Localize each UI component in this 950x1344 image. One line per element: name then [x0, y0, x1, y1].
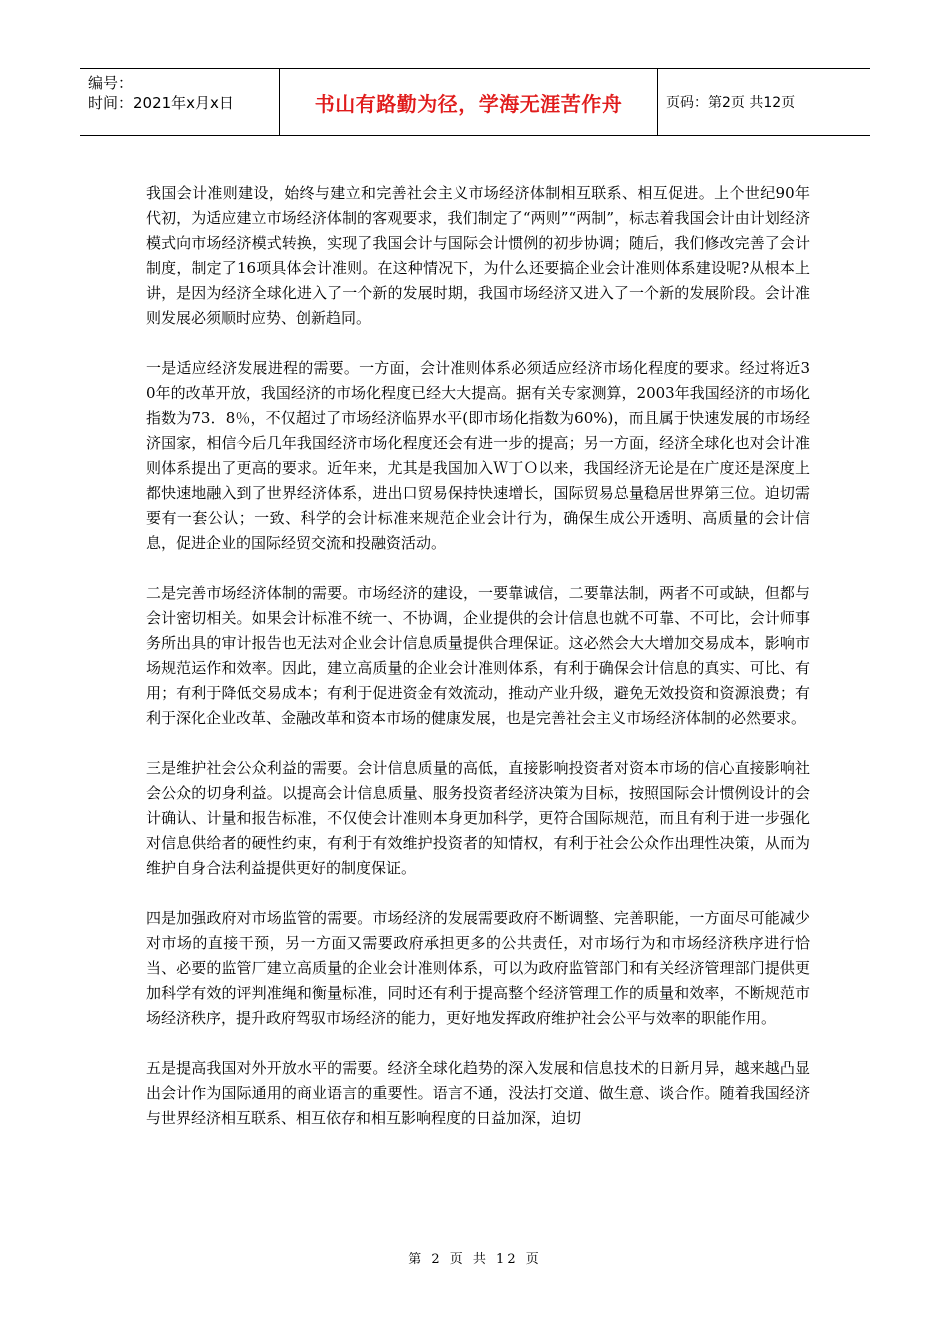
body-paragraph: 五是提高我国对外开放水平的需要。经济全球化趋势的深入发展和信息技术的日新月异，越来越凸显出会计作为国际通用的商业语言的重要性。语言不通，没法打交道、做生意、谈合作。随着我国经济与世界经济相互联系、相互依存和相互影响程度的日益加深，迫切	[146, 1059, 810, 1127]
page-footer: 第 2 页 共 12 页	[408, 1252, 542, 1267]
document-body	[146, 181, 810, 1156]
body-paragraph: 一是适应经济发展进程的需要。一方面，会计准则体系必须适应经济市场化程度的要求。经过将近30年的改革开放，我国经济的市场化程度已经大大提高。据有关专家测算，2003年我国经济的市场化指数为73．8％，不仅超过了市场经济临界水平(即市场化指数为60%)，而且属于快速发展的市场经济国家，相信今后几年我国经济市场化程度还会有进一步的提高；另一方面，经济全球化也对会计准则体系提出了更高的要求。近年来，尤其是我国加入Ｗ丁Ｏ以来，我国经济无论是在广度还是深度上都快速地融入到了世界经济体系，进出口贸易保持快速增长，国际贸易总量稳居世界第三位。迫切需要有一套公认；一致、科学的会计标准来规范企业会计行为，确保生成公开透明、高质量的会计信息，促进企业的国际经贸交流和投融资活动。	[146, 359, 810, 552]
body-paragraph: 四是加强政府对市场监管的需要。市场经济的发展需要政府不断调整、完善职能，一方面尽可能减少对市场的直接干预，另一方面又需要政府承担更多的公共责任，对市场行为和市场经济秩序进行恰当、必要的监管厂建立高质量的企业会计准则体系，可以为政府监管部门和有关经济管理部门提供更加科学有效的评判准绳和衡量标准，同时还有利于提高整个经济管理工作的质量和效率，不断规范市场经济秩序，提升政府驾驭市场经济的能力，更好地发挥政府维护社会公平与效率的职能作用。	[146, 909, 810, 1027]
body-paragraph: 我国会计准则建设，始终与建立和完善社会主义市场经济体制相互联系、相互促进。上个世纪90年代初，为适应建立市场经济体制的客观要求，我们制定了“两则”“两制”，标志着我国会计由计划经济模式向市场经济模式转换，实现了我国会计与国际会计惯例的初步协调；随后，我们修改完善了会计制度，制定了16项具体会计准则。在这种情况下，为什么还要搞企业会计准则体系建设呢?从根本上讲，是因为经济全球化进入了一个新的发展时期，我国市场经济又进入了一个新的发展阶段。会计准则发展必须顺时应势、创新趋同。	[146, 184, 810, 327]
document-number-label: 编号：	[88, 74, 134, 92]
header-divider	[657, 69, 658, 135]
header-motto: 书山有路勤为径，学海无涯苦作舟	[314, 91, 623, 116]
header-meta	[88, 73, 234, 113]
document-date-label: 时间：2021年x月x日	[88, 94, 234, 112]
body-paragraph: 二是完善市场经济体制的需要。市场经济的建设，一要靠诚信，二要靠法制，两者不可或缺，但都与会计密切相关。如果会计标准不统一、不协调，企业提供的会计信息也就不可靠、不可比，会计师事务所出具的审计报告也无法对企业会计信息质量提供合理保证。这必然会大大增加交易成本，影响市场规范运作和效率。因此，建立高质量的企业会计准则体系，有利于确保会计信息的真实、可比、有用；有利于降低交易成本；有利于促进资金有效流动，推动产业升级，避免无效投资和资源浪费；有利于深化企业改革、金融改革和资本市场的健康发展，也是完善社会主义市场经济体制的必然要求。	[146, 584, 810, 727]
body-paragraph: 三是维护社会公众利益的需要。会计信息质量的高低，直接影响投资者对资本市场的信心直接影响社会公众的切身利益。以提高会计信息质量、服务投资者经济决策为目标，按照国际会计惯例设计的会计确认、计量和报告标准，不仅使会计准则本身更加科学，更符合国际规范，而且有利于进一步强化对信息供给者的硬性约束，有利于有效维护投资者的知情权，有利于社会公众作出理性决策，从而为维护自身合法利益提供更好的制度保证。	[146, 759, 810, 877]
document-header	[80, 68, 870, 136]
header-page-info: 页码：第2页 共12页	[666, 95, 796, 111]
